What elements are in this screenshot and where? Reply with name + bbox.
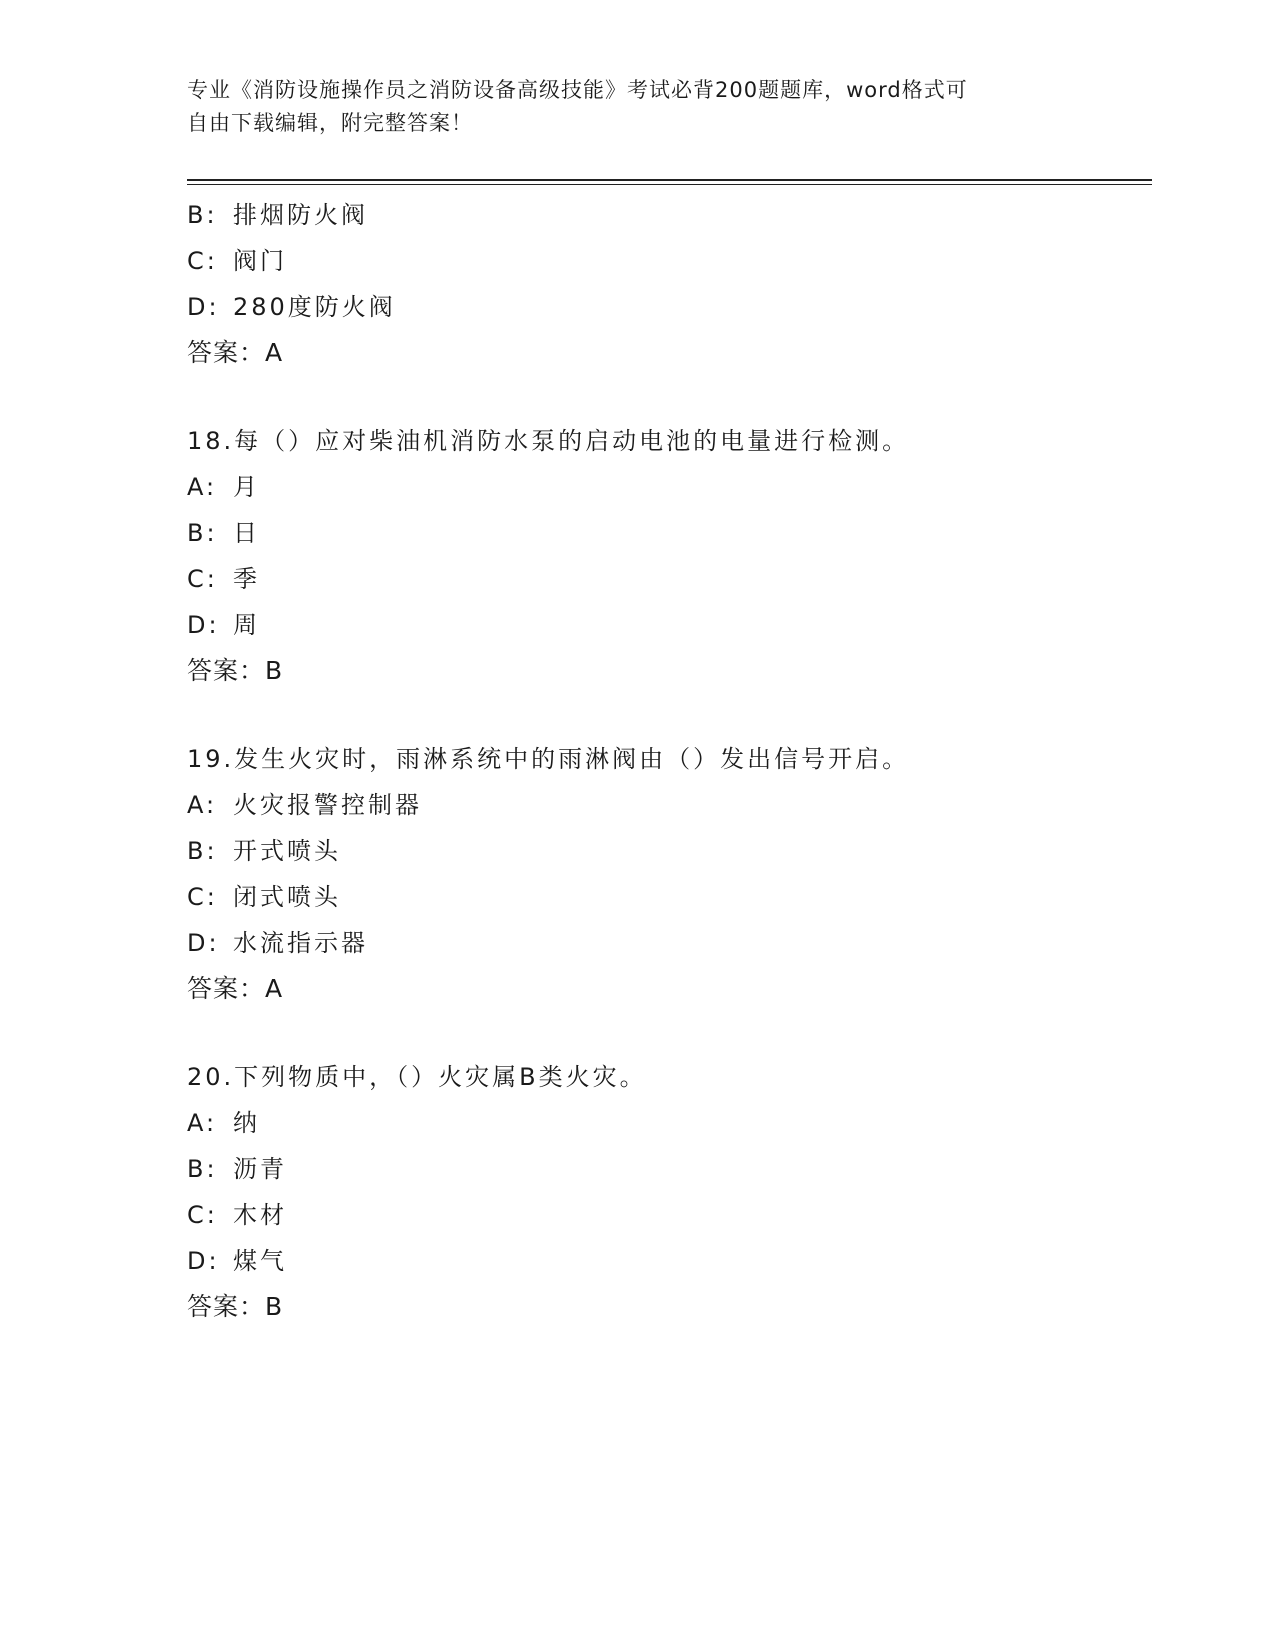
question-20 [187, 1054, 1152, 1330]
option-text: 沥青 [233, 1155, 287, 1183]
option-a [187, 464, 1152, 510]
header-divider-thin [187, 184, 1152, 185]
option-b [187, 1146, 1152, 1192]
option-text: 月 [233, 473, 260, 501]
header-line-1: 专业《消防设施操作员之消防设备高级技能》考试必背200题题库，word格式可 [187, 78, 968, 102]
answer-line: 答案：B [187, 1292, 284, 1321]
question-19 [187, 736, 1152, 1012]
question-stem: 19.发生火灾时，雨淋系统中的雨淋阀由（）发出信号开启。 [187, 745, 910, 773]
header-divider-thick [187, 179, 1152, 181]
option-key: C: [187, 883, 218, 911]
option-text: 煤气 [233, 1247, 287, 1275]
option-key: C: [187, 247, 218, 275]
option-text: 木材 [233, 1201, 287, 1229]
option-key: D: [187, 929, 220, 957]
option-a [187, 1100, 1152, 1146]
option-b [187, 828, 1152, 874]
option-text: 开式喷头 [233, 837, 341, 865]
option-key: B: [187, 519, 218, 547]
option-key: A: [187, 473, 218, 501]
option-b [187, 192, 1152, 238]
option-d [187, 284, 1152, 330]
option-d [187, 1238, 1152, 1284]
option-text: 闭式喷头 [233, 883, 341, 911]
option-text: 周 [233, 611, 260, 639]
question-18 [187, 418, 1152, 694]
option-text: 排烟防火阀 [233, 201, 368, 229]
option-key: D: [187, 1247, 220, 1275]
option-c [187, 1192, 1152, 1238]
option-key: C: [187, 1201, 218, 1229]
option-text: 水流指示器 [233, 929, 368, 957]
question-list [187, 192, 1152, 1330]
answer-line: 答案：A [187, 338, 284, 367]
document-header [187, 74, 1087, 140]
answer-line: 答案：A [187, 974, 284, 1003]
option-key: C: [187, 565, 218, 593]
option-c [187, 556, 1152, 602]
option-d [187, 602, 1152, 648]
option-d [187, 920, 1152, 966]
option-key: D: [187, 611, 220, 639]
question-stem: 18.每（）应对柴油机消防水泵的启动电池的电量进行检测。 [187, 427, 910, 455]
option-text: 火灾报警控制器 [233, 791, 422, 819]
option-text: 阀门 [233, 247, 287, 275]
option-key: A: [187, 1109, 218, 1137]
question-17-continued [187, 192, 1152, 376]
option-a [187, 782, 1152, 828]
header-line-2: 自由下载编辑，附完整答案！ [187, 111, 473, 135]
option-key: B: [187, 837, 218, 865]
option-text: 日 [233, 519, 260, 547]
option-text: 季 [233, 565, 260, 593]
option-text: 280度防火阀 [233, 293, 396, 321]
option-key: B: [187, 1155, 218, 1183]
option-key: B: [187, 201, 218, 229]
option-b [187, 510, 1152, 556]
option-key: D: [187, 293, 220, 321]
option-c [187, 874, 1152, 920]
option-text: 纳 [233, 1109, 260, 1137]
question-stem: 20.下列物质中，（）火灾属B类火灾。 [187, 1063, 647, 1091]
option-c [187, 238, 1152, 284]
answer-line: 答案：B [187, 656, 284, 685]
option-key: A: [187, 791, 218, 819]
